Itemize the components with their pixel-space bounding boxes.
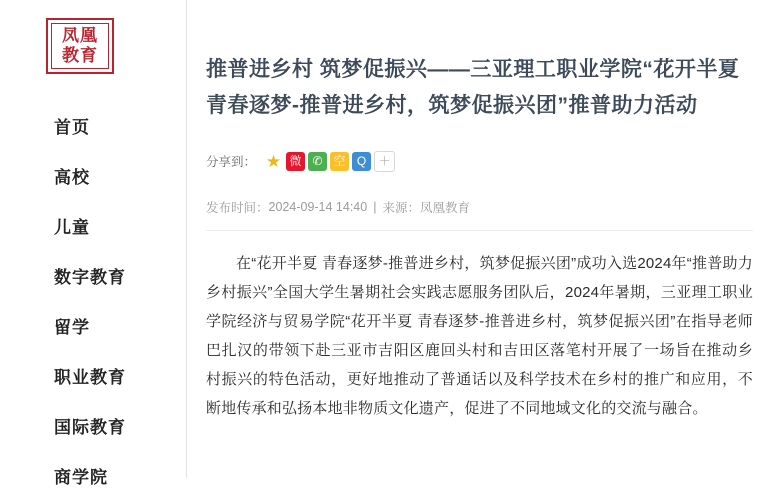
sidebar-item-label: 首页 (54, 117, 90, 137)
sidebar-item-international-education[interactable] (0, 400, 186, 450)
article-body-paragraph: 在“花开半夏 青春逐梦-推普进乡村，筑梦促振兴团”成功入选2024年“推普助力乡村振兴”全国大学生暑期社会实践志愿服务团队后，2024年暑期，三亚理工职业学院经济与贸易学院“花开半夏 青春逐梦-推普进乡村，筑梦促振兴团”在指导老师巴扎汉的带领下赴三亚市吉阳区鹿回头村和吉田区落笔村开展了一场旨在推动乡村振兴的特色活动，更好地推动了普通话以及科学技术在乡村的推广和应用，不断地传承和弘扬本地非物质文化遗产，促进了不同地域文化的交流与融合。 (206, 255, 753, 417)
share-icon-group (264, 151, 395, 172)
sidebar-item-children[interactable] (0, 200, 186, 250)
sidebar-item-study-abroad[interactable] (0, 300, 186, 350)
sidebar-item-business-school[interactable] (0, 450, 186, 500)
meta-divider (206, 230, 753, 231)
publish-time-label: 发布时间： (206, 201, 269, 215)
source-value: 凤凰教育 (419, 201, 470, 215)
qq-share-icon[interactable]: Q (352, 152, 371, 171)
phoenix-education-logo[interactable] (46, 18, 114, 74)
sidebar-item-vocational-education[interactable] (0, 350, 186, 400)
weibo-share-icon[interactable]: 微 (286, 152, 305, 171)
sidebar-item-home[interactable] (0, 100, 186, 150)
sidebar-item-label: 高校 (54, 167, 90, 187)
logo-line-2: 教育 (62, 46, 98, 66)
share-label: 分享到： (206, 155, 257, 169)
sidebar-nav (0, 100, 186, 500)
sidebar-item-label: 留学 (54, 317, 90, 337)
sidebar-item-label: 数字教育 (54, 267, 126, 287)
logo-line-1: 凤凰 (62, 26, 98, 46)
sidebar-item-label: 儿童 (54, 217, 90, 237)
sidebar-item-label: 职业教育 (54, 367, 126, 387)
sidebar-item-digital-education[interactable] (0, 250, 186, 300)
sidebar-item-universities[interactable] (0, 150, 186, 200)
sidebar (0, 0, 186, 487)
favorite-star-icon[interactable]: ★ (265, 151, 282, 171)
meta-separator: | (373, 200, 377, 214)
article-meta (206, 198, 753, 216)
article-content (186, 0, 783, 478)
share-bar (206, 150, 753, 172)
sidebar-item-label: 商学院 (54, 467, 108, 487)
qzone-share-icon[interactable]: 空 (330, 152, 349, 171)
publish-time-value: 2024-09-14 14:40 (268, 200, 368, 214)
sidebar-item-label: 国际教育 (54, 417, 126, 437)
page-title: 推普进乡村 筑梦促振兴——三亚理工职业学院“花开半夏 青春逐梦-推普进乡村，筑梦促振兴团”推普助力活动 (206, 58, 740, 117)
wechat-share-icon[interactable]: ✆ (308, 152, 327, 171)
source-label: 来源： (382, 201, 420, 215)
more-share-icon[interactable]: ＋ (374, 151, 395, 172)
